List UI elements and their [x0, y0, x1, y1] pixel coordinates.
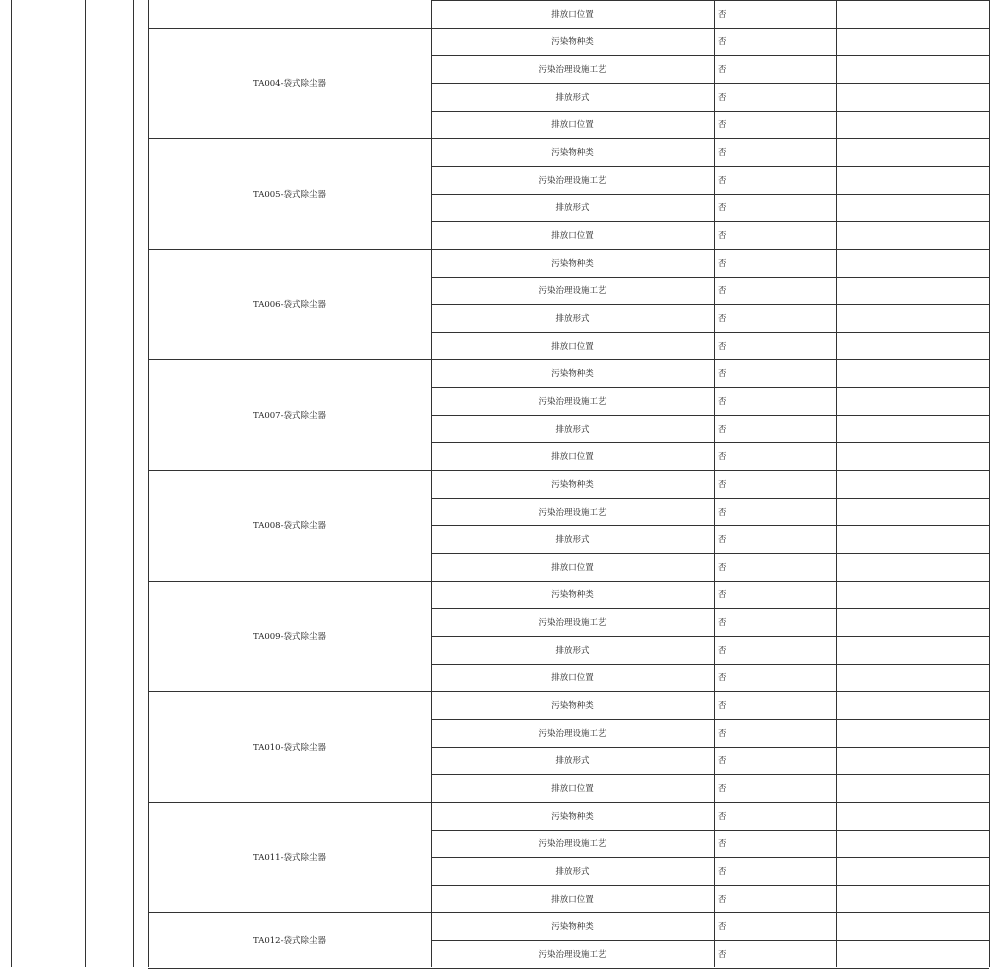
change-item-cell: 污染物种类	[551, 479, 594, 490]
remark-cell	[836, 470, 989, 498]
remark-cell	[836, 636, 989, 664]
change-value-cell: 否	[718, 120, 727, 131]
remark-cell	[836, 304, 989, 332]
change-value-cell: 否	[718, 286, 727, 297]
change-item-cell: 污染治理设施工艺	[538, 65, 607, 76]
change-value-cell: 否	[718, 811, 727, 822]
change-item-cell: 污染治理设施工艺	[538, 396, 607, 407]
device-cell: TA005-袋式除尘器	[253, 189, 326, 200]
device-cell: TA009-袋式除尘器	[253, 631, 326, 642]
change-item-cell: 污染物种类	[551, 811, 594, 822]
device-cell: TA006-袋式除尘器	[253, 300, 326, 311]
remark-cell	[836, 498, 989, 526]
change-item-cell: 排放形式	[555, 424, 590, 435]
change-item-cell: 污染治理设施工艺	[538, 507, 607, 518]
remark-cell	[836, 221, 989, 249]
device-cell: TA010-袋式除尘器	[253, 742, 326, 753]
change-value-cell: 否	[718, 148, 727, 159]
change-value-cell: 否	[718, 645, 727, 656]
remark-cell	[836, 525, 989, 553]
change-item-cell: 排放形式	[555, 92, 590, 103]
change-item-cell: 排放形式	[555, 866, 590, 877]
remark-cell	[836, 719, 989, 747]
change-value-cell: 否	[718, 341, 727, 352]
device-cell: TA008-袋式除尘器	[253, 521, 326, 532]
change-item-cell: 污染治理设施工艺	[538, 175, 607, 186]
change-item-cell: 排放形式	[555, 313, 590, 324]
remark-cell	[836, 774, 989, 802]
change-item-cell: 污染治理设施工艺	[538, 728, 607, 739]
change-value-cell: 否	[718, 756, 727, 767]
change-item-cell: 污染物种类	[551, 369, 594, 380]
column-divider	[989, 0, 990, 967]
remark-cell	[836, 415, 989, 443]
remark-cell	[836, 830, 989, 858]
change-value-cell: 否	[718, 535, 727, 546]
change-value-cell: 否	[718, 701, 727, 712]
change-value-cell: 否	[718, 949, 727, 960]
remark-cell	[836, 857, 989, 885]
change-item-cell: 排放口位置	[551, 231, 594, 241]
change-item-cell: 污染治理设施工艺	[538, 286, 607, 297]
remark-cell	[836, 194, 989, 222]
change-value-cell: 否	[718, 590, 727, 601]
column-divider	[133, 0, 134, 967]
remark-cell	[836, 912, 989, 940]
remark-cell	[836, 747, 989, 775]
change-item-cell: 污染物种类	[551, 37, 594, 48]
change-item-cell: 排放形式	[555, 756, 590, 767]
change-item-cell: 排放形式	[555, 535, 590, 546]
remark-cell	[836, 0, 989, 28]
change-item-cell: 排放口位置	[551, 341, 594, 352]
change-item-cell: 污染物种类	[551, 590, 594, 601]
device-cell: TA011-袋式除尘器	[253, 853, 326, 864]
change-value-cell: 否	[718, 203, 727, 214]
remark-cell	[836, 166, 989, 194]
change-value-cell: 否	[718, 784, 727, 794]
change-value-cell: 否	[718, 92, 727, 103]
change-value-cell: 否	[718, 424, 727, 435]
device-cell: TA004-袋式除尘器	[253, 78, 326, 89]
remark-cell	[836, 664, 989, 692]
change-item-cell: 排放口位置	[551, 673, 594, 684]
change-item-cell: 排放口位置	[551, 9, 594, 20]
remark-cell	[836, 111, 989, 139]
change-value-cell: 否	[718, 37, 727, 48]
column-divider	[85, 0, 86, 967]
change-item-cell: 污染物种类	[551, 701, 594, 712]
change-item-cell: 污染治理设施工艺	[538, 839, 607, 850]
remark-cell	[836, 359, 989, 387]
change-item-cell: 排放形式	[555, 645, 590, 656]
change-value-cell: 否	[718, 618, 727, 629]
change-value-cell: 否	[718, 231, 727, 241]
change-value-cell: 否	[718, 479, 727, 490]
change-value-cell: 否	[718, 562, 727, 573]
device-cell: TA007-袋式除尘器	[253, 410, 326, 421]
remark-cell	[836, 608, 989, 636]
remark-cell	[836, 581, 989, 609]
change-item-cell: 排放形式	[555, 203, 590, 214]
remark-cell	[836, 55, 989, 83]
change-item-cell: 排放口位置	[551, 894, 594, 905]
remark-cell	[836, 885, 989, 913]
remark-cell	[836, 940, 989, 968]
column-divider	[11, 0, 12, 967]
remark-cell	[836, 249, 989, 277]
remark-cell	[836, 442, 989, 470]
remark-cell	[836, 138, 989, 166]
change-value-cell: 否	[718, 175, 727, 186]
change-item-cell: 污染治理设施工艺	[538, 618, 607, 629]
change-item-cell: 排放口位置	[551, 452, 594, 463]
change-value-cell: 否	[718, 396, 727, 407]
remark-cell	[836, 28, 989, 56]
change-item-cell: 排放口位置	[551, 120, 594, 131]
remark-cell	[836, 83, 989, 111]
row-divider	[431, 0, 989, 1]
change-value-cell: 否	[718, 313, 727, 324]
change-item-cell: 排放口位置	[551, 562, 594, 573]
change-value-cell: 否	[718, 728, 727, 739]
change-value-cell: 否	[718, 673, 727, 684]
change-item-cell: 污染物种类	[551, 148, 594, 159]
change-value-cell: 否	[718, 369, 727, 380]
remark-cell	[836, 553, 989, 581]
remark-cell	[836, 691, 989, 719]
change-item-cell: 排放口位置	[551, 784, 594, 794]
change-item-cell: 污染治理设施工艺	[538, 949, 607, 960]
remark-cell	[836, 277, 989, 305]
change-item-cell: 污染物种类	[551, 258, 594, 269]
change-value-cell: 否	[718, 65, 727, 76]
change-value-cell: 否	[718, 9, 727, 20]
remark-cell	[836, 802, 989, 830]
change-value-cell: 否	[718, 452, 727, 463]
change-item-cell: 污染物种类	[551, 922, 594, 933]
change-value-cell: 否	[718, 839, 727, 850]
remark-cell	[836, 387, 989, 415]
change-value-cell: 否	[718, 258, 727, 269]
change-value-cell: 否	[718, 922, 727, 933]
device-cell: TA012-袋式除尘器	[253, 936, 326, 947]
change-value-cell: 否	[718, 866, 727, 877]
change-value-cell: 否	[718, 507, 727, 518]
change-value-cell: 否	[718, 894, 727, 905]
remark-cell	[836, 332, 989, 360]
